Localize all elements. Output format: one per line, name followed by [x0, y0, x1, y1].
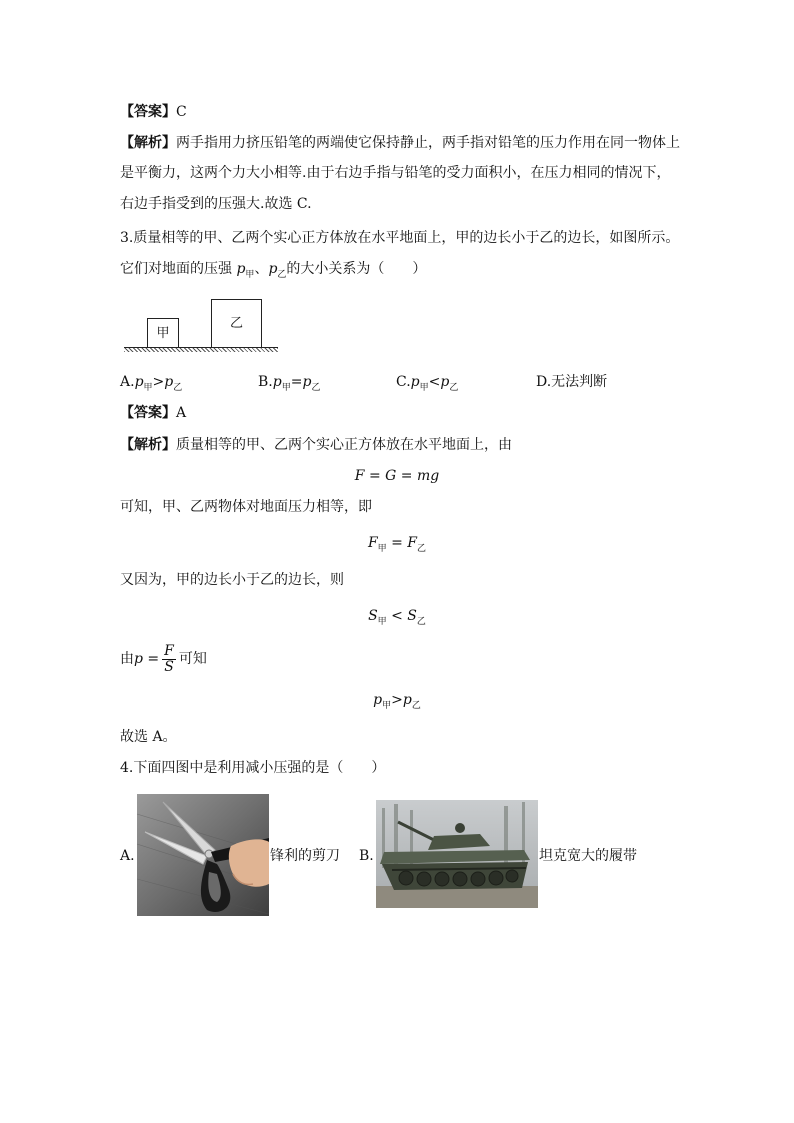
subscript-jia: 甲	[281, 382, 291, 393]
subscript-yi: 乙	[277, 269, 287, 280]
subscript-jia: 甲	[377, 616, 387, 627]
q3-stem-line-1: 3.质量相等的甲、乙两个实心正方体放在水平地面上，甲的边长小于乙的边长，如图所示。	[120, 230, 680, 246]
cube-yi: 乙	[211, 299, 262, 349]
symbol-p: >p	[391, 692, 412, 708]
option-a	[120, 372, 182, 398]
q2-answer-line	[120, 102, 187, 122]
numerator: F	[164, 642, 174, 659]
cube-jia: 甲	[147, 318, 179, 349]
subscript-jia: 甲	[143, 382, 153, 393]
option-label: B.	[258, 374, 273, 390]
formula-p: p =	[134, 651, 160, 667]
symbol-s: S	[368, 608, 378, 624]
symbol-f: F	[367, 535, 378, 551]
denominator: S	[164, 658, 174, 675]
tank-image	[376, 800, 538, 908]
subscript-jia: 甲	[419, 382, 429, 393]
symbol-p: p	[302, 374, 312, 390]
q2-analysis-line-2: 是平衡力，这两个力大小相等.由于右边手指与铅笔的受力面积小，在压力相同的情况下，	[120, 165, 671, 181]
tank-photo	[376, 800, 538, 908]
subscript-yi: 乙	[449, 382, 459, 393]
q3-analysis-line-1	[120, 435, 512, 455]
analysis-text: 两手指用力挤压铅笔的两端使它保持静止，两手指对铅笔的压力作用在同一物体上	[176, 135, 680, 151]
relation: <	[428, 374, 441, 390]
equation-f-g-mg: F = G = mg	[354, 468, 440, 484]
fraction-f-over-s	[162, 644, 176, 675]
analysis-text: 质量相等的甲、乙两个实心正方体放在水平地面上，由	[176, 437, 512, 453]
symbol-p: p	[440, 374, 450, 390]
subscript-jia: 甲	[377, 543, 387, 554]
option-c	[396, 372, 458, 398]
scissors-image	[137, 794, 269, 916]
stem-text: 的大小关系为（ ）	[286, 261, 427, 277]
text: 可知	[178, 651, 207, 667]
option-d: D.无法判断	[536, 374, 608, 390]
symbol-p: p	[268, 261, 278, 277]
equation-force-equal	[0, 533, 794, 559]
stem-text: 它们对地面的压强	[120, 261, 237, 277]
q4-option-b-caption: 坦克宽大的履带	[539, 848, 637, 864]
symbol-p: p	[373, 692, 383, 708]
q2-analysis-line-1	[120, 133, 680, 153]
q3-stem-line-2	[120, 259, 426, 285]
symbol-p: p	[272, 374, 282, 390]
subscript-yi: 乙	[173, 382, 183, 393]
subscript-yi: 乙	[417, 543, 427, 554]
scissors-photo	[137, 794, 269, 916]
answer-value: C	[176, 104, 187, 120]
equation-pressure-compare	[0, 690, 794, 716]
answer-value: A	[176, 405, 187, 421]
q3-analysis-line-2: 可知，甲、乙两物体对地面压力相等，即	[120, 499, 372, 515]
option-label: C.	[396, 374, 411, 390]
option-b	[258, 372, 320, 398]
subscript-jia: 甲	[382, 700, 392, 711]
q3-analysis-line-3: 又因为，甲的边长小于乙的边长，则	[120, 572, 344, 588]
relation: >	[152, 374, 165, 390]
symbol-p: p	[134, 374, 144, 390]
subscript-jia: 甲	[245, 269, 255, 280]
answer-tag: 【答案】	[120, 405, 176, 421]
ground-hatching	[124, 347, 278, 352]
q3-conclusion: 故选 A。	[120, 729, 177, 745]
q3-answer-line	[120, 403, 186, 423]
symbol-p: p	[164, 374, 174, 390]
separator: 、	[254, 261, 269, 277]
subscript-yi: 乙	[311, 382, 321, 393]
symbol-p: p	[410, 374, 420, 390]
option-label: A.	[120, 374, 135, 390]
equation-area-compare	[0, 606, 794, 632]
q4-stem: 4.下面四图中是利用减小压强的是（ ）	[120, 760, 386, 776]
q3-analysis-line-4	[120, 641, 207, 677]
q4-option-b-label: B.	[359, 848, 374, 864]
q2-analysis-line-3: 右边手指受到的压强大.故选 C.	[120, 196, 312, 212]
symbol-s: < S	[386, 608, 417, 624]
subscript-yi: 乙	[416, 616, 426, 627]
symbol-p: p	[236, 261, 246, 277]
relation: =	[290, 374, 303, 390]
analysis-tag: 【解析】	[120, 437, 176, 453]
q4-option-a-label: A.	[120, 848, 135, 864]
analysis-tag: 【解析】	[120, 135, 176, 151]
q4-option-a-caption: 锋利的剪刀	[270, 848, 340, 864]
symbol-f: = F	[386, 535, 418, 551]
answer-tag: 【答案】	[120, 104, 176, 120]
text: 由	[120, 651, 134, 667]
subscript-yi: 乙	[411, 700, 421, 711]
